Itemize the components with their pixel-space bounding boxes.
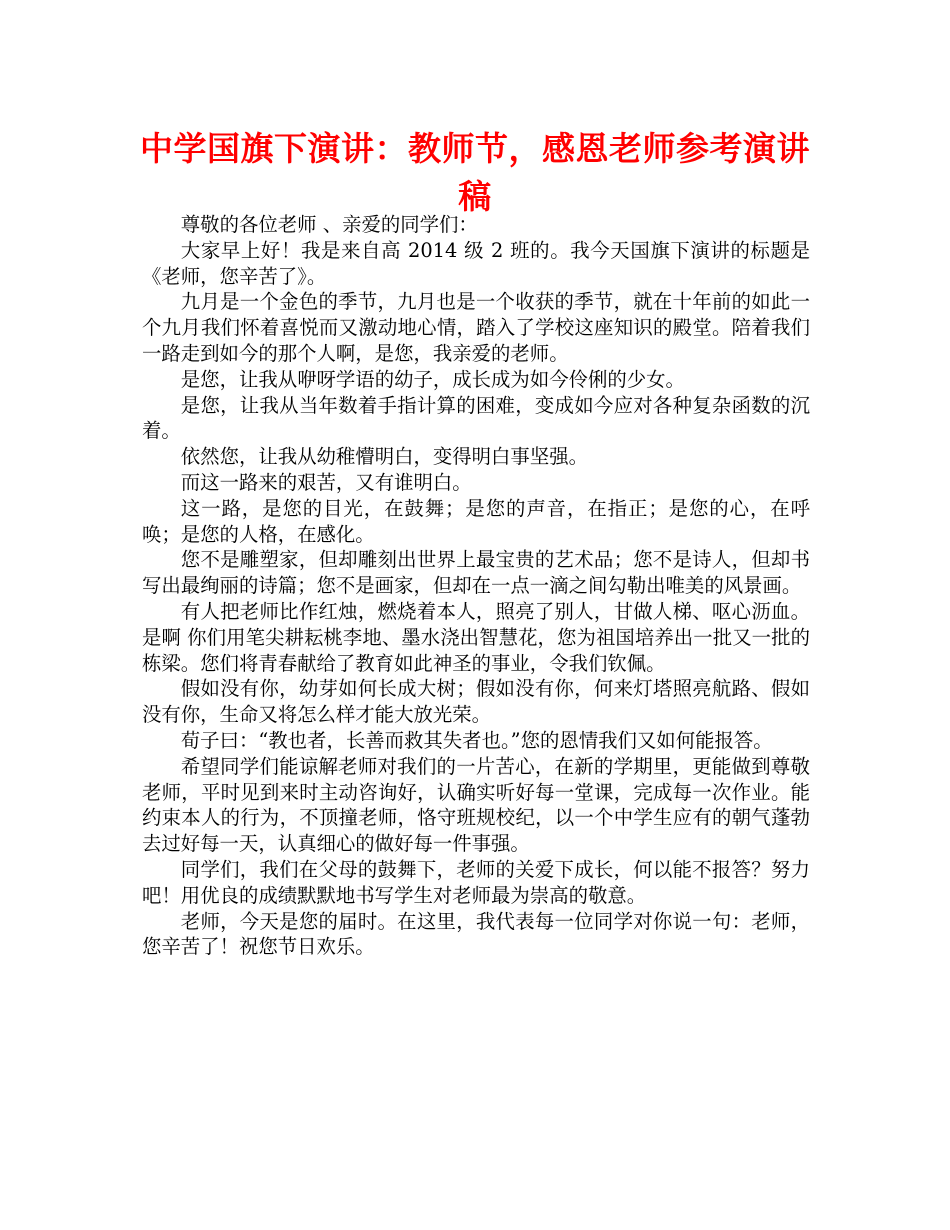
paragraph: 而这一路来的艰苦，又有谁明白。 [180, 470, 472, 494]
paragraph: 是您，让我从咿呀学语的幼子，成长成为如今伶俐的少女。 [180, 367, 685, 391]
paragraph: 九月是一个金色的季节，九月也是一个收获的季节，就在十年前的如此一个九月我们怀着喜悦而又激动地心情，踏入了学校这座知识的殿堂。陪着我们一路走到如今的那个人啊，是您，我亲爱的老师。 [142, 290, 810, 365]
paragraph: 老师，今天是您的届时。在这里，我代表每一位同学对你说一句：老师，您辛苦了！祝您节日欢乐。 [142, 909, 810, 959]
document-title: 中学国旗下演讲：教师节，感恩老师参考演讲稿 [140, 129, 810, 216]
paragraph: 假如没有你，幼芽如何长成大树；假如没有你，何来灯塔照亮航路、假如没有你，生命又将怎么样才能大放光荣。 [142, 677, 810, 727]
paragraph: 是您，让我从当年数着手指计算的困难，变成如今应对各种复杂函数的沉着。 [142, 393, 810, 443]
document-body [142, 212, 810, 960]
paragraph: 希望同学们能谅解老师对我们的一片苦心，在新的学期里，更能做到尊敬老师，平时见到来时主动咨询好，认确实听好每一堂课，完成每一次作业。能约束本人的行为，不顶撞老师，恪守班规校纪，以一个中学生应有的朝气蓬勃去过好每一天，认真细心的做好每一件事强。 [142, 754, 810, 856]
paragraph: 依然您，让我从幼稚懵明白，变得明白事坚强。 [180, 445, 588, 469]
paragraph: 荀子曰：“教也者，长善而救其失者也。”您的恩情我们又如何能报答。 [180, 728, 773, 752]
paragraph: 您不是雕塑家，但却雕刻出世界上最宝贵的艺术品；您不是诗人，但却书写出最绚丽的诗篇；您不是画家，但却在一点一滴之间勾勒出唯美的风景画。 [142, 548, 810, 598]
paragraph: 同学们，我们在父母的鼓舞下，老师的关爱下成长，何以能不报答？努力吧！用优良的成绩默默地书写学生对老师最为崇高的敬意。 [142, 857, 810, 907]
paragraph: 有人把老师比作红烛，燃烧着本人，照亮了别人，甘做人梯、呕心沥血。是啊 你们用笔尖耕耘桃李地、墨水浇出智慧花，您为祖国培养出一批又一批的栋梁。您们将青春献给了教育如此神圣的事业，令我们钦佩。 [142, 599, 810, 675]
paragraph: 大家早上好！我是来自高 2014 级 2 班的。我今天国旗下演讲的标题是《老师，您辛苦了》。 [142, 238, 810, 288]
paragraph: 尊敬的各位老师 、亲爱的同学们： [180, 213, 478, 236]
paragraph: 这一路，是您的目光，在鼓舞；是您的声音，在指正；是您的心，在呼唤；是您的人格，在感化。 [142, 496, 810, 546]
